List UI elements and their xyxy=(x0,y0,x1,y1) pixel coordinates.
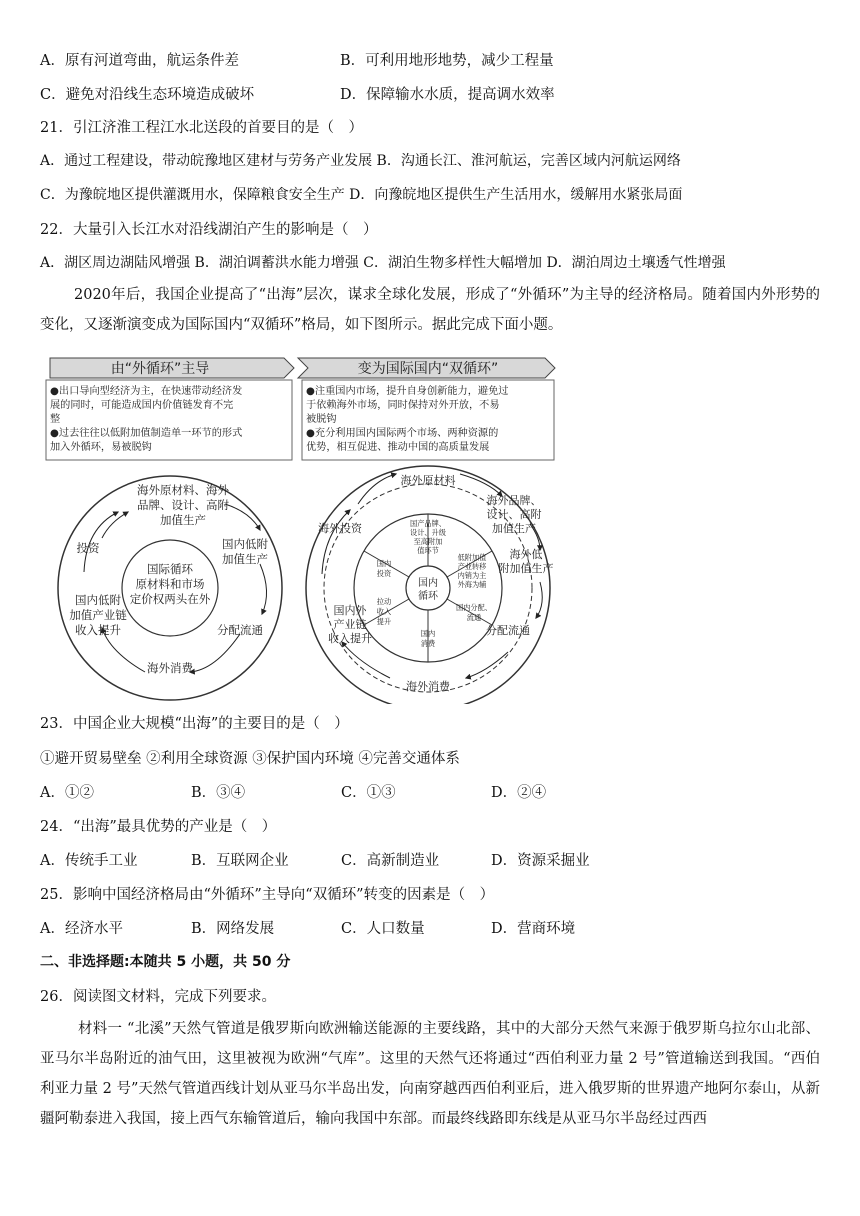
right-node-right-bottom: 分配流通 xyxy=(486,624,530,637)
right-cycle-diagram xyxy=(306,466,554,704)
q21-stem: 21．引江济淮工程江水北送段的首要目的是（ ） xyxy=(40,120,363,136)
right-title: 变为国际国内“双循环” xyxy=(357,361,499,377)
left-node-right-bottom: 分配流通 xyxy=(217,623,263,637)
right-segment-text: 国内 xyxy=(420,629,436,638)
left-note-line: ●出口导向型经济为主，在快速带动经济发 xyxy=(50,386,243,397)
right-segment-text: 投资 xyxy=(376,569,392,578)
right-center-text: 循环 xyxy=(418,591,438,602)
left-node-top: 加值生产 xyxy=(160,513,206,527)
q24-option-b: B．互联网企业 xyxy=(191,853,289,869)
right-segment-text: 值环节 xyxy=(417,546,439,555)
right-node-left-top: 海外投资 xyxy=(318,522,362,535)
right-segment-text: 低附加值 xyxy=(457,553,487,562)
right-node-right-top: 加值生产 xyxy=(492,522,536,535)
q23-items: ①避开贸易壁垒 ②利用全球资源 ③保护国内环境 ④完善交通体系 xyxy=(40,751,460,767)
right-segment-text: 设计、升级 xyxy=(410,528,446,537)
left-note-line: 加入外循环，易被脱钩 xyxy=(50,442,152,453)
left-node-left-bottom: 国内低附 xyxy=(75,593,121,607)
q22-stem: 22．大量引入长江水对沿线湖泊产生的影响是（ ） xyxy=(40,222,378,238)
right-segment-text: 至高附加 xyxy=(413,537,443,546)
left-node-top: 海外原材料、海外 xyxy=(137,483,229,497)
q23-option-d: D．②④ xyxy=(491,785,547,801)
q21-options-ab: A．通过工程建设，带动皖豫地区建材与劳务产业发展 B．沟通长江、淮河航运，完善区域内河航运网络 xyxy=(40,153,681,169)
left-node-right-top: 国内低附 xyxy=(222,537,268,551)
right-segment-text: 流通 xyxy=(466,613,482,622)
left-note-line: 整 xyxy=(50,414,61,425)
right-node-right-mid: 海外低 xyxy=(509,548,543,561)
right-segment-text: 内销为主 xyxy=(457,571,487,580)
q24-option-c: C．高新制造业 xyxy=(341,853,440,869)
right-node-left-bottom: 产业链 xyxy=(333,618,367,631)
left-node-bottom: 海外消费 xyxy=(147,661,193,675)
right-segment-text: 产业转移 xyxy=(457,562,487,571)
right-segment-text: 拉动 xyxy=(376,597,392,606)
right-node-right-top: 设计、高附 xyxy=(486,508,542,521)
right-node-left-bottom: 国内外 xyxy=(333,604,367,617)
right-banner xyxy=(298,358,555,378)
right-node-left-bottom: 收入提升 xyxy=(328,632,372,645)
q25-option-b: B．网络发展 xyxy=(191,921,275,937)
q20-option-a: A．原有河道弯曲，航运条件差 xyxy=(40,53,239,69)
right-note-line: ●充分利用国内国际两个市场、两种资源的 xyxy=(306,428,499,439)
left-node-left-bottom: 收入提升 xyxy=(75,623,121,637)
right-node-right-top: 海外品牌、 xyxy=(486,494,542,507)
right-segment-text: 消费 xyxy=(420,639,436,648)
q20-option-d: D．保障输水水质，提高调水效率 xyxy=(340,87,555,103)
q22-options: A．湖区周边湖陆风增强 B．湖泊调蓄洪水能力增强 C．湖泊生物多样性大幅增加 D．湖泊周边土壤透气性增强 xyxy=(40,255,726,271)
right-note-line: 被脱钩 xyxy=(306,414,337,425)
q21-options-cd: C．为豫皖地区提供灌溉用水，保障粮食安全生产 D．向豫皖地区提供生产生活用水，缓解用水紧张局面 xyxy=(40,187,683,203)
left-note-line: 展的同时，可能造成国内价值链发育不完 xyxy=(50,400,234,411)
q20-option-c: C．避免对沿线生态环境造成破坏 xyxy=(40,87,255,103)
q24-stem: 24．“出海”最具优势的产业是（ ） xyxy=(40,819,277,835)
intro-paragraph: 2020年后，我国企业提高了“出海”层次，谋求全球化发展，形成了“外循环”为主导的经济格局。随着国内外形势的变化，又逐渐演变成为国际国内“双循环”格局，如下图所示。据此完成下面小题。 xyxy=(40,287,820,333)
right-node-right-mid: 附加值生产 xyxy=(498,562,554,575)
right-note-line: 于依赖海外市场，同时保持对外开放，不易 xyxy=(306,400,500,411)
left-center-text: 国际循环 xyxy=(147,562,193,576)
q24-option-a: A．传统手工业 xyxy=(40,853,138,869)
left-cycle-diagram xyxy=(58,476,282,700)
right-center-text: 国内 xyxy=(418,578,438,589)
q23-option-a: A．①② xyxy=(40,785,94,801)
left-title: 由“外循环”主导 xyxy=(110,361,210,377)
left-node-left-bottom: 加值产业链 xyxy=(69,608,127,622)
left-banner xyxy=(50,358,294,378)
q23-stem: 23．中国企业大规模“出海”的主要目的是（ ） xyxy=(40,716,349,732)
q26-material: 材料一 “北溪”天然气管道是俄罗斯向欧洲输送能源的主要线路，其中的大部分天然气来源于俄罗斯乌拉尔山北部、亚马尔半岛附近的油气田，这里被视为欧洲“气库”。这里的天然气还将通过“西伯利亚力量 2 号”管道输送到我国。“西伯利亚力量 2 号”天然气管道西线计划从亚马尔半岛出发，向南穿越西西伯利亚后，进入俄罗斯的世界遗产地阿尔泰山，从新疆阿勒泰进入我国，接上西气东输管道后，输向我国中东部。而最终线路即东线是从亚马尔半岛经过西西 xyxy=(40,1021,820,1127)
q23-option-c: C．①③ xyxy=(341,785,396,801)
right-segment-text: 外海为辅 xyxy=(457,580,487,589)
economic-cycle-figure xyxy=(40,352,560,704)
right-node-top: 海外原材料 xyxy=(400,474,456,487)
q24-option-d: D．资源采掘业 xyxy=(491,853,590,869)
right-segment-text: 收入 xyxy=(376,607,392,616)
section-heading: 二、非选择题:本随共 5 小题，共 50 分 xyxy=(40,954,291,970)
q25-option-c: C．人口数量 xyxy=(341,921,425,937)
right-segment-text: 国内 xyxy=(376,559,392,568)
q25-option-d: D．营商环境 xyxy=(491,921,576,937)
q23-option-b: B．③④ xyxy=(191,785,246,801)
q26-stem: 26．阅读图文材料，完成下列要求。 xyxy=(40,989,276,1005)
right-note-line: 优势，相互促进、推动中国的高质量发展 xyxy=(306,442,490,453)
left-note-line: ●过去往往以低附加值制造单一环节的形式 xyxy=(50,428,243,439)
right-segment-text: 国产品牌、 xyxy=(410,519,446,528)
right-segment-text: 国内分配、 xyxy=(456,603,492,612)
q25-stem: 25．影响中国经济格局由“外循环”主导向“双循环”转变的因素是（ ） xyxy=(40,887,495,903)
right-node-bottom: 海外消费 xyxy=(406,680,450,693)
left-center-text: 定价权两头在外 xyxy=(129,592,211,606)
right-note-line: ●注重国内市场，提升自身创新能力，避免过 xyxy=(306,386,509,397)
q25-option-a: A．经济水平 xyxy=(40,921,123,937)
right-segment-text: 提升 xyxy=(376,617,392,626)
left-node-left-top: 投资 xyxy=(76,541,100,555)
left-node-right-top: 加值生产 xyxy=(222,552,268,566)
left-node-top: 品牌、设计、高附 xyxy=(137,498,229,512)
q20-option-b: B．可利用地形地势，减少工程量 xyxy=(340,53,554,69)
left-center-text: 原材料和市场 xyxy=(135,577,205,591)
